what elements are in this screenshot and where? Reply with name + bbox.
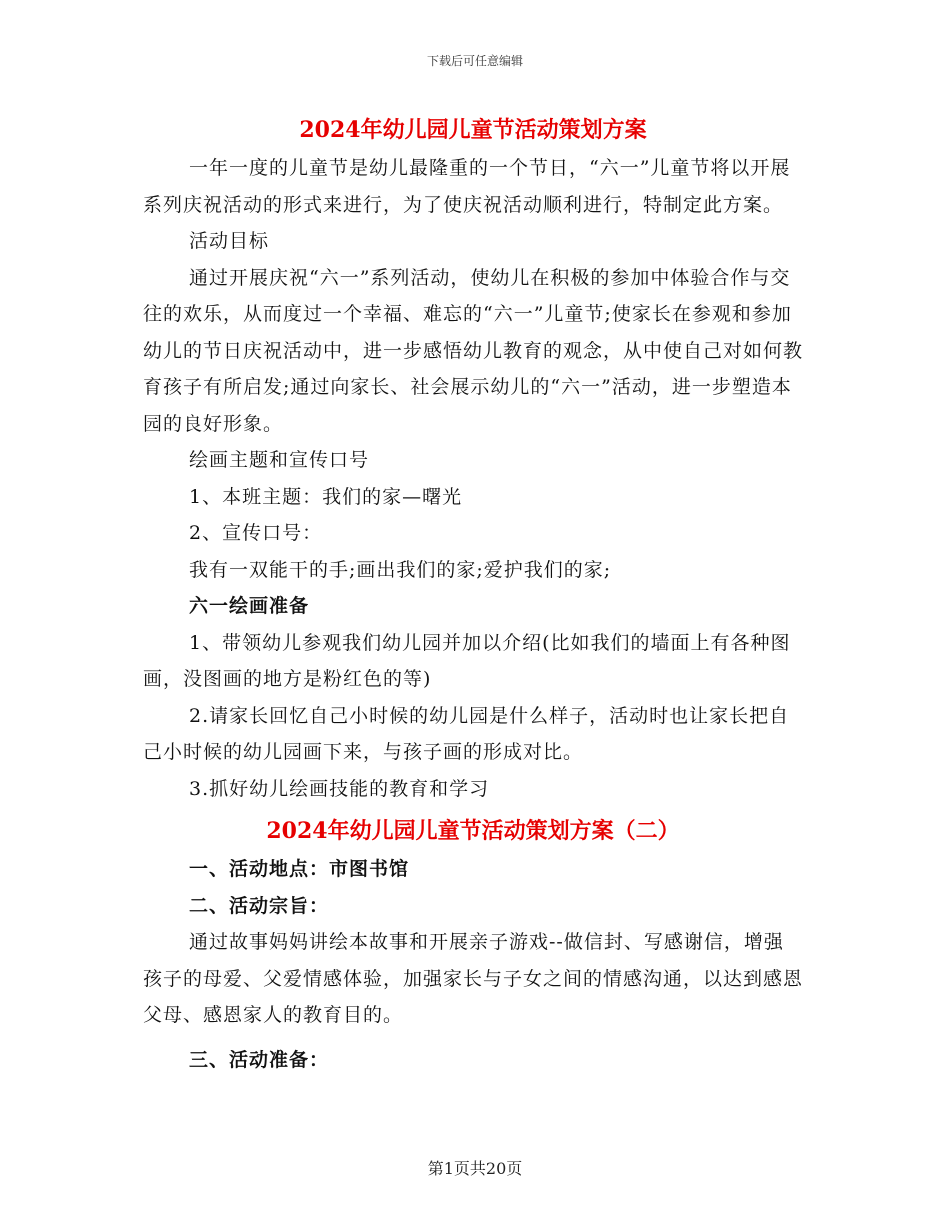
- section-heading: 三、活动准备：: [189, 1048, 330, 1071]
- theme-item: 1、本班主题：我们的家—曙光: [189, 485, 463, 508]
- document-title: 2024年幼儿园儿童节活动策划方案: [299, 117, 647, 143]
- prep-item: 2.请家长回忆自己小时候的幼儿园是什么样子，活动时也让家长把自己小时候的幼儿园画下来，与孩子画的形成对比。: [143, 704, 790, 763]
- intro-paragraph: 一年一度的儿童节是幼儿最隆重的一个节日，“六一”儿童节将以开展系列庆祝活动的形式来进行，为了使庆祝活动顺利进行，特制定此方案。: [143, 157, 791, 216]
- header-note: 下载后可任意编辑: [426, 54, 523, 68]
- prep-heading: 六一绘画准备: [189, 595, 310, 617]
- theme-heading: 绘画主题和宣传口号: [189, 449, 370, 471]
- goal-paragraph: 通过开展庆祝“六一”系列活动，使幼儿在积极的参加中体验合作与交往的欢乐，从而度过一个幸福、难忘的“六一”儿童节;使家长在参观和参加幼儿的节日庆祝活动中，进一步感悟幼儿教育的观念，从中使自己对如何教育孩子有所启发;通过向家长、社会展示幼儿的“六一”活动，进一步塑造本园的良好形象。: [143, 266, 804, 435]
- purpose-paragraph: 通过故事妈妈讲绘本故事和开展亲子游戏--做信封、写感谢信，增强孩子的母爱、父爱情感体验，加强家长与子女之间的情感沟通，以达到感恩父母、感恩家人的教育目的。: [143, 931, 804, 1026]
- goal-heading: 活动目标: [189, 230, 270, 252]
- slogan-text: 我有一双能干的手;画出我们的家;爱护我们的家;: [189, 558, 612, 581]
- document-body: [143, 112, 803, 1078]
- page-number: 第1页共20页: [427, 1159, 523, 1178]
- section-title: 2024年幼儿园儿童节活动策划方案（二）: [266, 818, 680, 844]
- theme-item: 2、宣传口号：: [189, 522, 323, 544]
- section-heading: 一、活动地点：市图书馆: [189, 858, 410, 880]
- section-heading: 二、活动宗旨：: [189, 894, 330, 917]
- prep-item: 3.抓好幼儿绘画技能的教育和学习: [189, 777, 490, 800]
- prep-item: 1、带领幼儿参观我们幼儿园并加以介绍(比如我们的墙面上有各种图画，没图画的地方是粉红色的等): [143, 631, 791, 690]
